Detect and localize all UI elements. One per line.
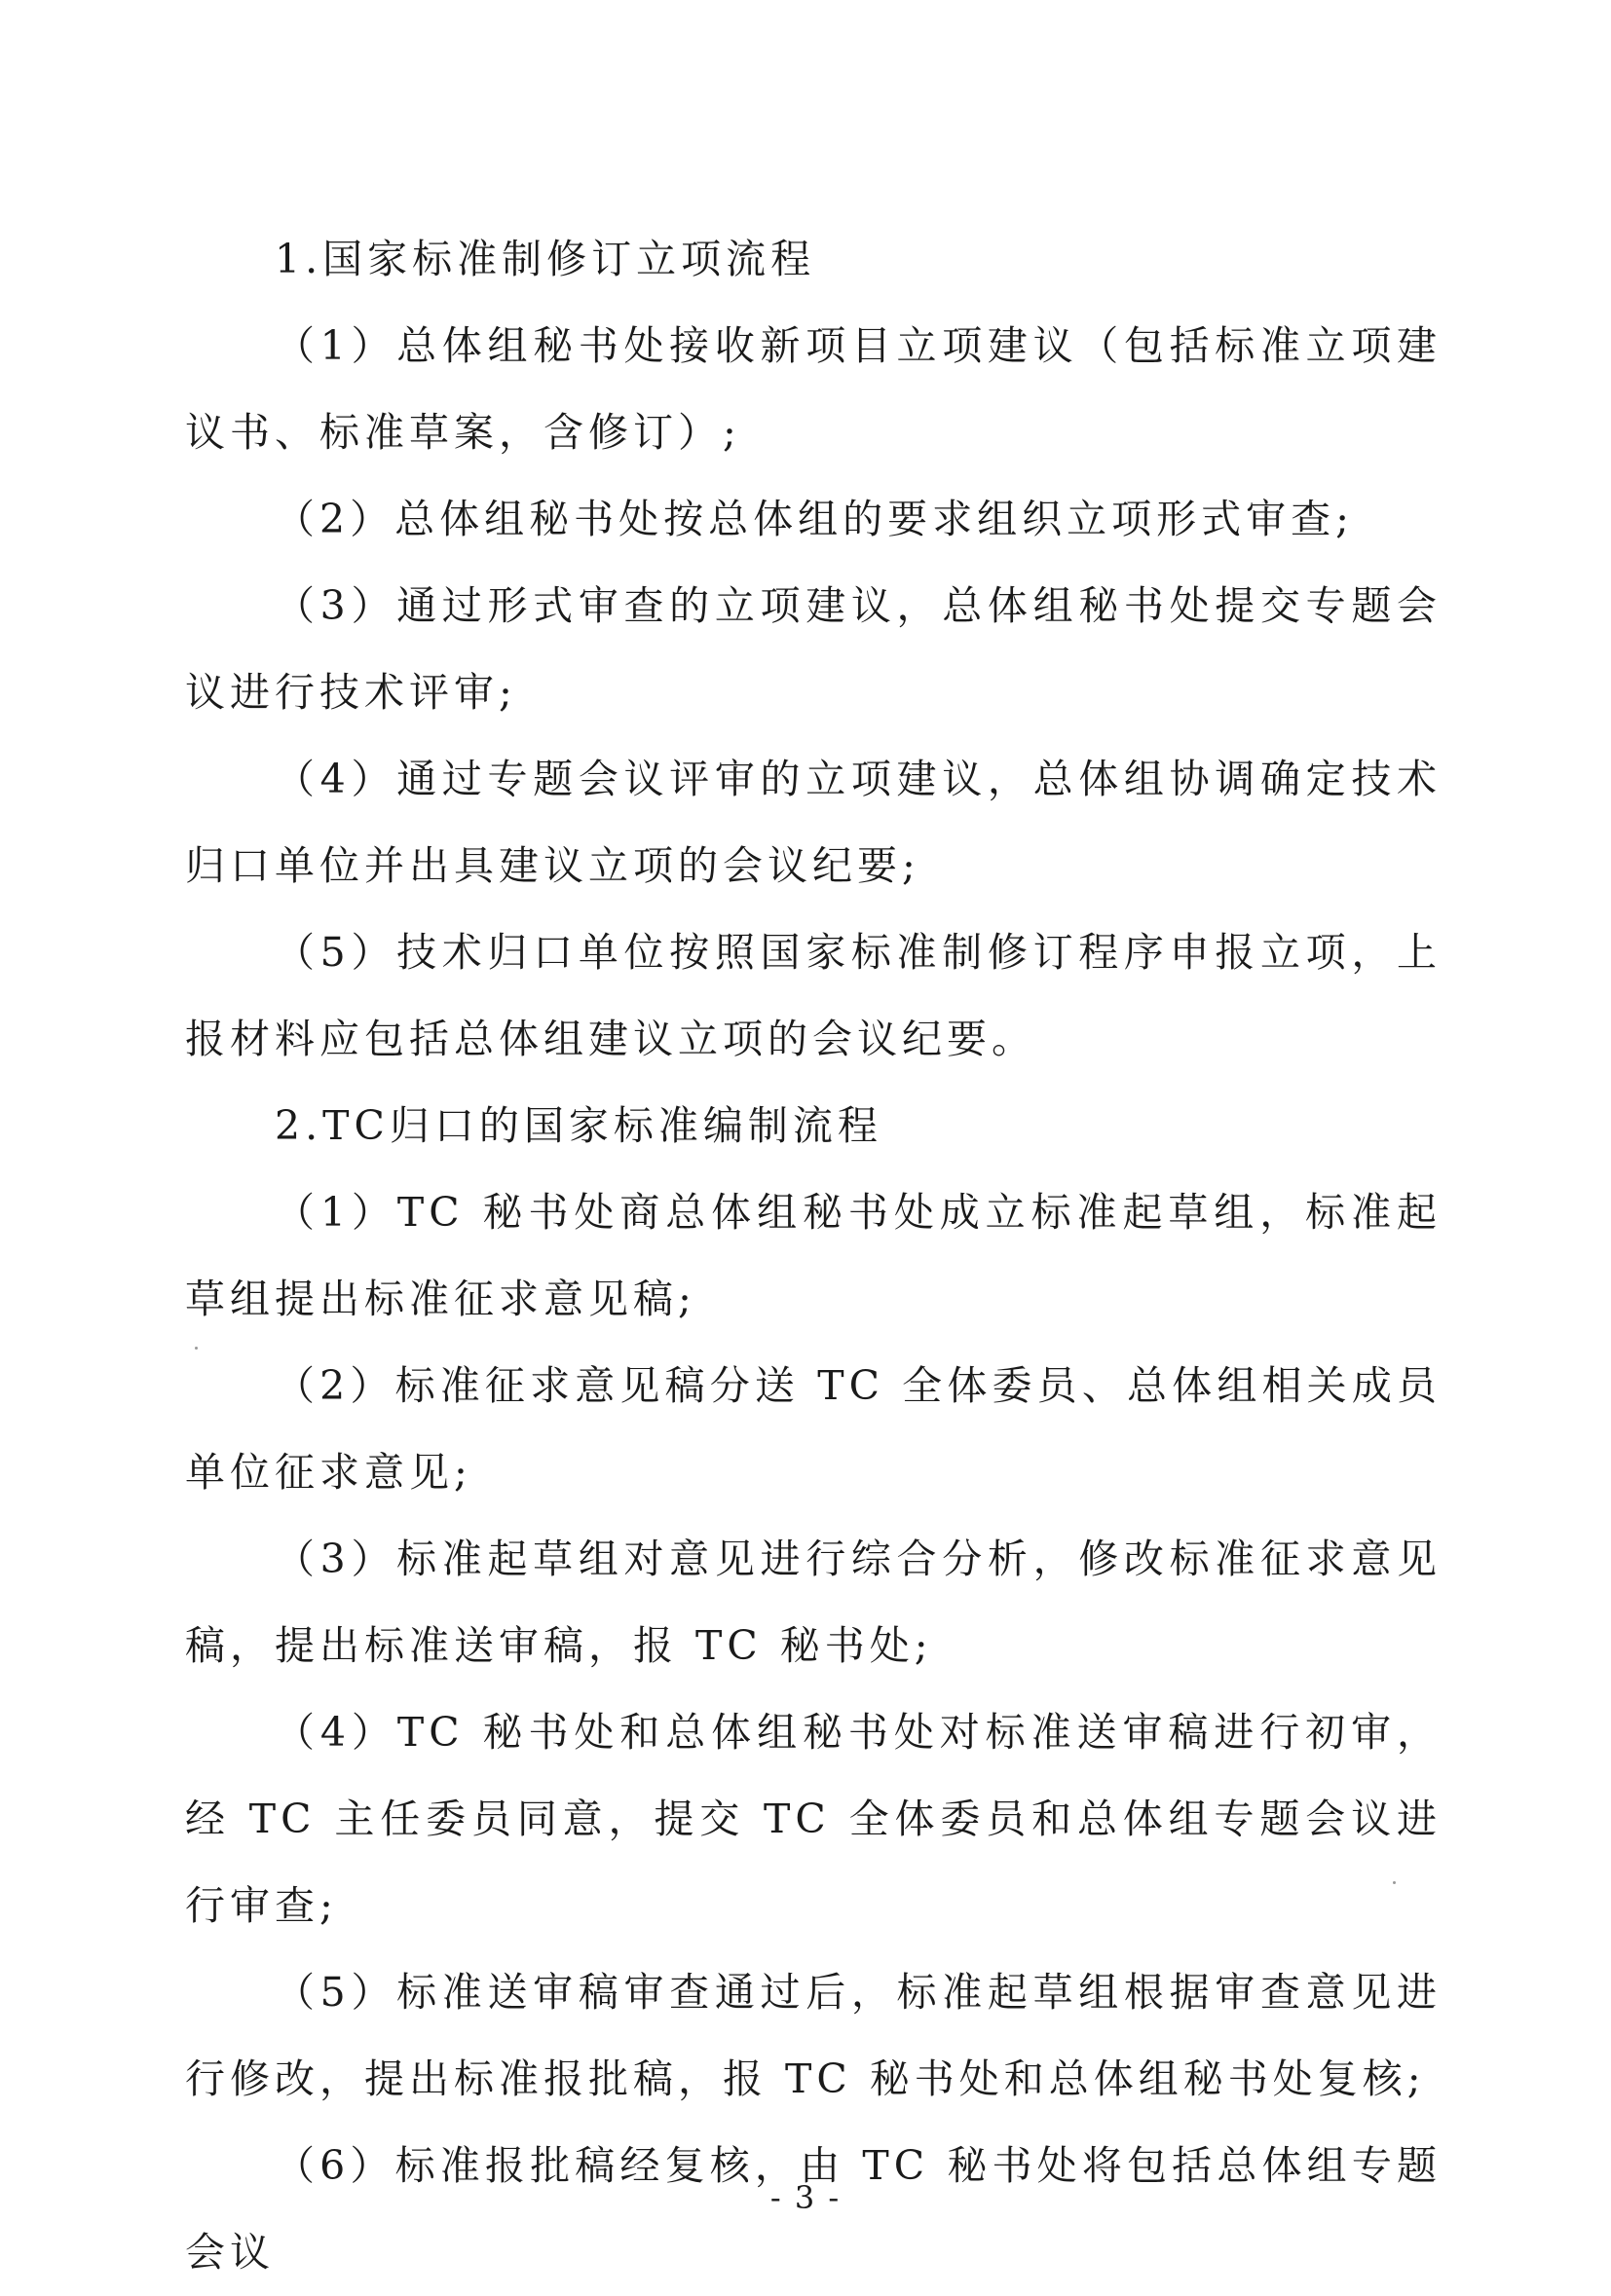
document-body: [185, 216, 1442, 2296]
scan-speck: [195, 1347, 198, 1350]
page-number: - 3 -: [769, 2179, 842, 2216]
section-heading-2: 2.TC归口的国家标准编制流程: [275, 1102, 882, 1149]
paragraph-2-3: （3）标准起草组对意见进行综合分析，修改标准征求意见稿，提出标准送审稿，报 TC 秘书处;: [185, 1536, 1442, 1669]
paragraph-2-6: （6）标准报批稿经复核，由 TC 秘书处将包括总体组专题会议: [185, 2142, 1442, 2276]
paragraph-1-3: （3）通过形式审查的立项建议，总体组秘书处提交专题会议进行技术评审;: [185, 582, 1442, 716]
paragraph-1-2: （2）总体组秘书处按总体组的要求组织立项形式审查;: [275, 496, 1354, 542]
scan-speck: [1393, 1881, 1396, 1884]
paragraph-1-5: （5）技术归口单位按照国家标准制修订程序申报立项，上报材料应包括总体组建议立项的会议纪要。: [185, 929, 1442, 1062]
paragraph-1-1: （1）总体组秘书处接收新项目立项建议（包括标准立项建议书、标准草案，含修订）;: [185, 322, 1442, 456]
paragraph-2-5: （5）标准送审稿审查通过后，标准起草组根据审查意见进行修改，提出标准报批稿，报 TC 秘书处和总体组秘书处复核;: [185, 1969, 1442, 2102]
paragraph-1-4: （4）通过专题会议评审的立项建议，总体组协调确定技术归口单位并出具建议立项的会议纪要;: [185, 756, 1442, 889]
paragraph-2-4: （4）TC 秘书处和总体组秘书处对标准送审稿进行初审，经 TC 主任委员同意，提交 TC 全体委员和总体组专题会议进行审查;: [185, 1709, 1442, 1929]
paragraph-2-2: （2）标准征求意见稿分送 TC 全体委员、总体组相关成员单位征求意见;: [185, 1362, 1442, 1496]
section-heading-1: 1.国家标准制修订立项流程: [275, 236, 816, 282]
paragraph-2-1: （1）TC 秘书处商总体组秘书处成立标准起草组，标准起草组提出标准征求意见稿;: [185, 1189, 1442, 1322]
